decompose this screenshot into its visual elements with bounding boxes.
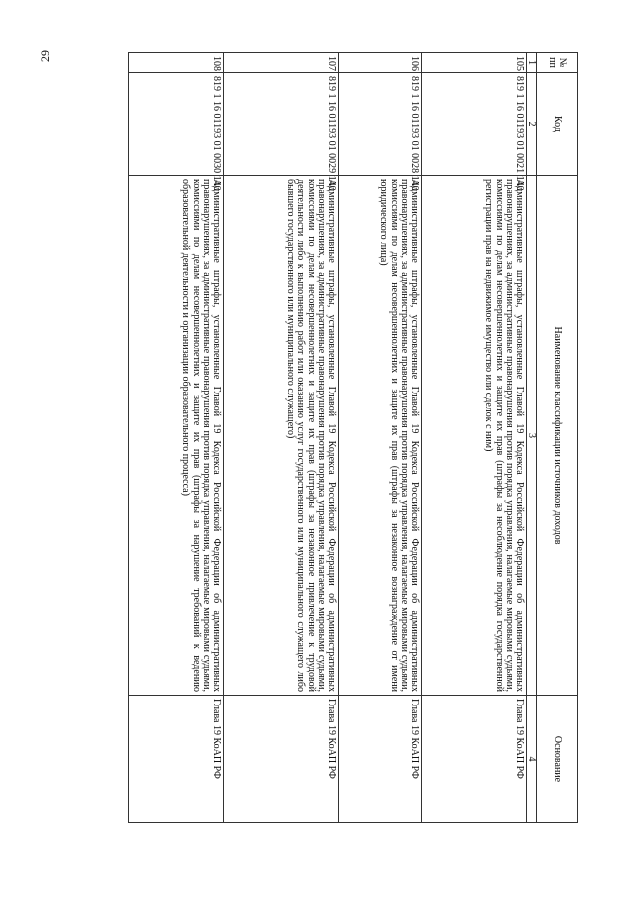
header-name: Наименование классификации источников доходов — [537, 176, 578, 696]
row-name: Административные штрафы, установленные Главой 19 Кодекса Российской Федерации об административных правонарушениях, за административные правонарушения против порядка управления, налагаемые мировыми судьями, комиссиями по делам несовершеннолетних и защите их прав (штрафы за незаконное привлечение к трудовой деятельности либо к выполнению работ или оказанию услуг государственного или муниципального служащего либо бывшего государственного или муниципального служащего) — [224, 176, 339, 696]
row-basis: Глава 19 КоАП РФ — [339, 696, 422, 823]
page-number: 29 — [38, 50, 52, 62]
row-name: Административные штрафы, установленные Главой 19 Кодекса Российской Федерации об административных правонарушениях, за административные правонарушения против порядка управления, налагаемые мировыми судьями, комиссиями по делам несовершеннолетних и защите их прав (штрафы за несоблюдение порядка государственной регистрации прав на недвижимое имущество или сделок с ним) — [422, 176, 527, 696]
row-code: 819 1 16 01193 01 0021 140 — [422, 73, 527, 176]
column-index: 1 — [527, 53, 537, 73]
column-index-row — [527, 53, 537, 823]
row-code: 819 1 16 01193 01 0030 140 — [129, 73, 224, 176]
row-number: 107 — [224, 53, 339, 73]
row-name: Административные штрафы, установленные Главой 19 Кодекса Российской Федерации об административных правонарушениях, за административные правонарушения против порядка управления, налагаемые мировыми судьями, комиссиями по делам несовершеннолетних и защите их прав (штрафы за нарушение требований к ведению образовательной деятельности и организации образовательного процесса) — [129, 176, 224, 696]
row-code: 819 1 16 01193 01 0028 140 — [339, 73, 422, 176]
row-basis: Глава 19 КоАП РФ — [129, 696, 224, 823]
header-basis: Основание — [537, 696, 578, 823]
row-code: 819 1 16 01193 01 0029 140 — [224, 73, 339, 176]
row-basis: Глава 19 КоАП РФ — [422, 696, 527, 823]
table-row — [129, 53, 224, 823]
column-index: 4 — [527, 696, 537, 823]
table-header-row — [537, 53, 578, 823]
header-code: Код — [537, 73, 578, 176]
rotated-table-wrapper — [53, 52, 578, 822]
header-number: № пп — [537, 53, 578, 73]
income-sources-table — [128, 52, 578, 823]
column-index: 2 — [527, 73, 537, 176]
row-number: 105 — [422, 53, 527, 73]
table-row — [422, 53, 527, 823]
row-number: 106 — [339, 53, 422, 73]
table-row — [224, 53, 339, 823]
row-number: 108 — [129, 53, 224, 73]
row-basis: Глава 19 КоАП РФ — [224, 696, 339, 823]
row-name: Административные штрафы, установленные Главой 19 Кодекса Российской Федерации об административных правонарушениях, за административные правонарушения против порядка управления, налагаемые мировыми судьями, комиссиями по делам несовершеннолетних и защите их прав (штрафы за незаконное вознаграждение от имени юридического лица) — [339, 176, 422, 696]
column-index: 3 — [527, 176, 537, 696]
table-row — [339, 53, 422, 823]
